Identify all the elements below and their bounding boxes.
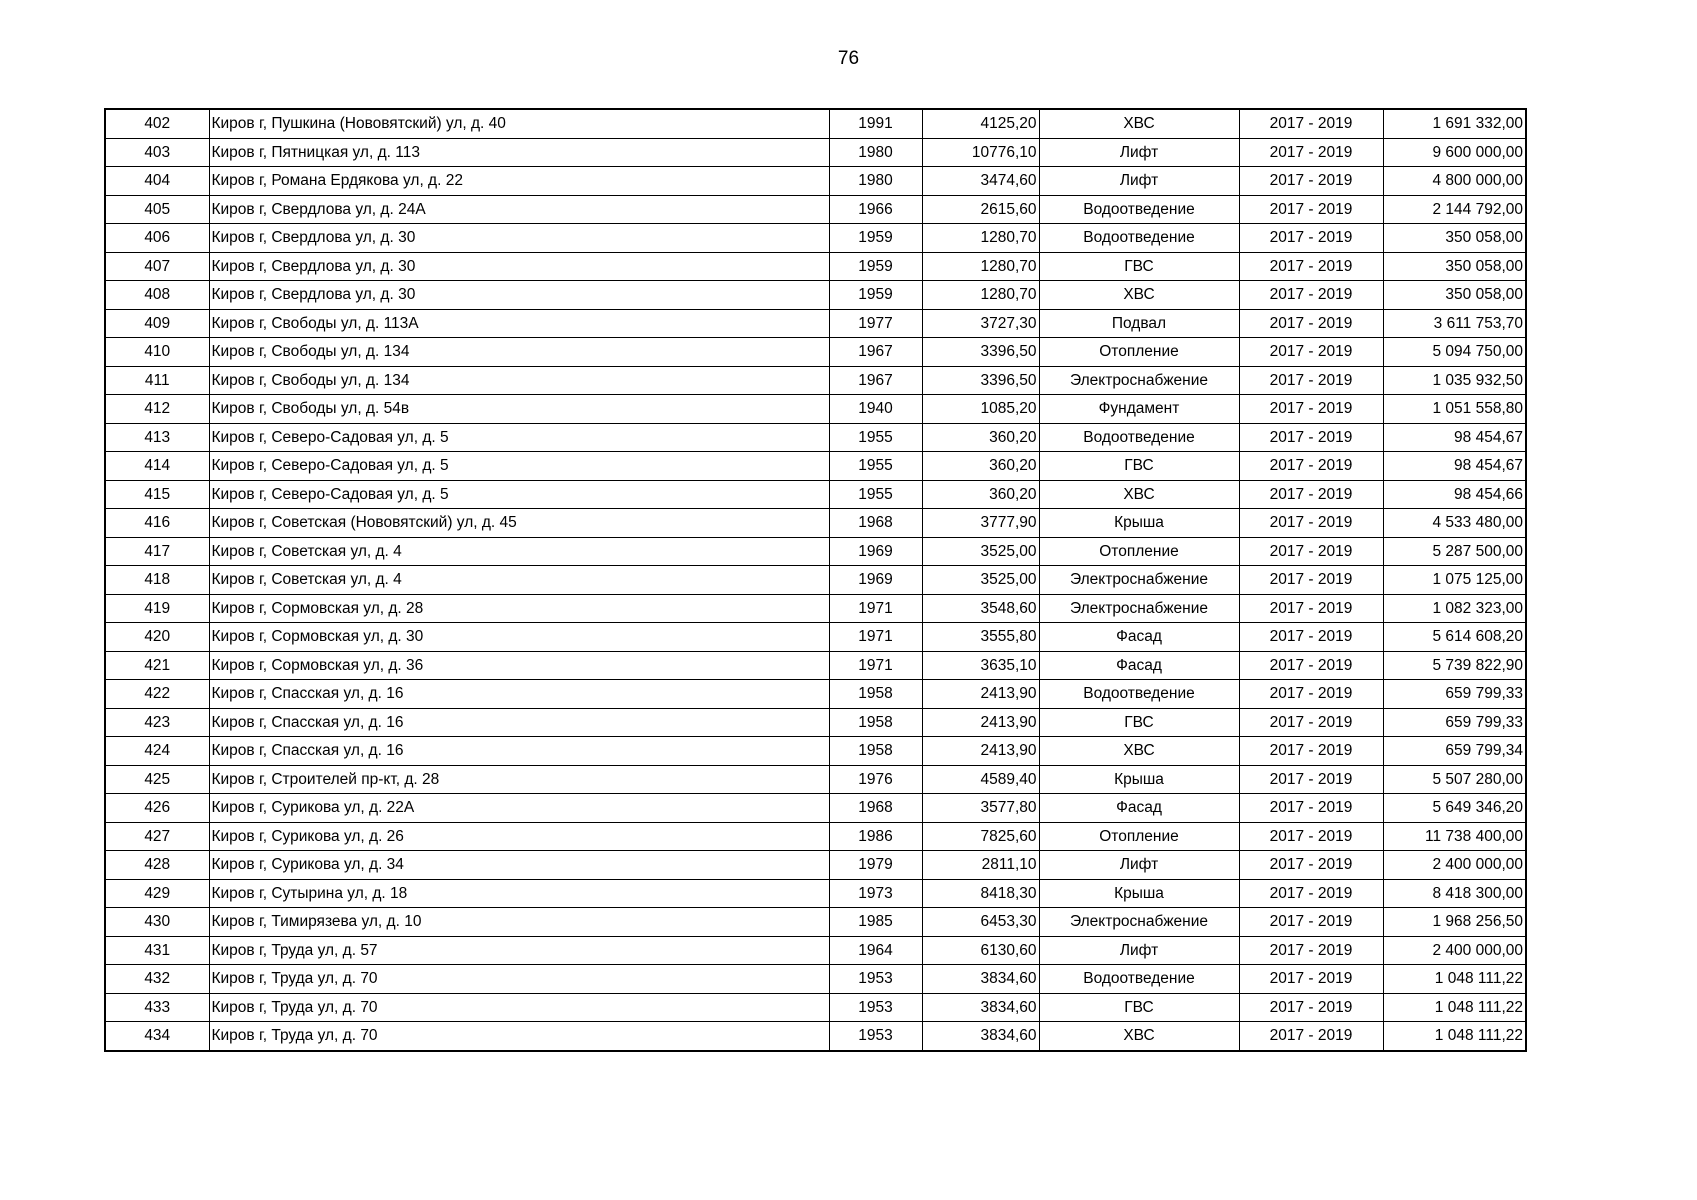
period-cell: 2017 - 2019 [1239, 1022, 1383, 1051]
area-cell: 360,20 [922, 452, 1039, 481]
area-cell: 3727,30 [922, 309, 1039, 338]
period-cell: 2017 - 2019 [1239, 252, 1383, 281]
build-year-cell: 1964 [829, 936, 922, 965]
period-cell: 2017 - 2019 [1239, 965, 1383, 994]
build-year-cell: 1971 [829, 623, 922, 652]
cost-cell: 350 058,00 [1383, 252, 1526, 281]
work-type-cell: Подвал [1039, 309, 1239, 338]
work-type-cell: ХВС [1039, 281, 1239, 310]
table-row [105, 281, 1526, 310]
cost-cell: 2 144 792,00 [1383, 195, 1526, 224]
build-year-cell: 1969 [829, 566, 922, 595]
cost-cell: 98 454,67 [1383, 452, 1526, 481]
build-year-cell: 1967 [829, 338, 922, 367]
cost-cell: 98 454,66 [1383, 480, 1526, 509]
area-cell: 2413,90 [922, 680, 1039, 709]
work-type-cell: Фасад [1039, 623, 1239, 652]
area-cell: 3396,50 [922, 338, 1039, 367]
build-year-cell: 1940 [829, 395, 922, 424]
area-cell: 1280,70 [922, 281, 1039, 310]
work-type-cell: Фасад [1039, 794, 1239, 823]
period-cell: 2017 - 2019 [1239, 908, 1383, 937]
period-cell: 2017 - 2019 [1239, 395, 1383, 424]
cost-cell: 8 418 300,00 [1383, 879, 1526, 908]
work-type-cell: Электроснабжение [1039, 594, 1239, 623]
work-type-cell: ГВС [1039, 993, 1239, 1022]
area-cell: 10776,10 [922, 138, 1039, 167]
area-cell: 6453,30 [922, 908, 1039, 937]
period-cell: 2017 - 2019 [1239, 423, 1383, 452]
work-type-cell: ГВС [1039, 252, 1239, 281]
work-type-cell: Отопление [1039, 822, 1239, 851]
period-cell: 2017 - 2019 [1239, 993, 1383, 1022]
cost-cell: 350 058,00 [1383, 224, 1526, 253]
work-type-cell: Водоотведение [1039, 195, 1239, 224]
row-number-cell: 410 [105, 338, 209, 367]
table-row [105, 452, 1526, 481]
table-row [105, 993, 1526, 1022]
cost-cell: 2 400 000,00 [1383, 936, 1526, 965]
address-cell: Киров г, Труда ул, д. 70 [209, 965, 829, 994]
row-number-cell: 417 [105, 537, 209, 566]
address-cell: Киров г, Спасская ул, д. 16 [209, 708, 829, 737]
row-number-cell: 434 [105, 1022, 209, 1051]
table-row [105, 708, 1526, 737]
area-cell: 4589,40 [922, 765, 1039, 794]
table-row [105, 195, 1526, 224]
cost-cell: 1 075 125,00 [1383, 566, 1526, 595]
table-row [105, 480, 1526, 509]
area-cell: 2811,10 [922, 851, 1039, 880]
address-cell: Киров г, Советская ул, д. 4 [209, 566, 829, 595]
cost-cell: 3 611 753,70 [1383, 309, 1526, 338]
address-cell: Киров г, Тимирязева ул, д. 10 [209, 908, 829, 937]
area-cell: 2615,60 [922, 195, 1039, 224]
table-row [105, 109, 1526, 138]
address-cell: Киров г, Советская (Нововятский) ул, д. 45 [209, 509, 829, 538]
address-cell: Киров г, Спасская ул, д. 16 [209, 737, 829, 766]
cost-cell: 9 600 000,00 [1383, 138, 1526, 167]
period-cell: 2017 - 2019 [1239, 822, 1383, 851]
work-type-cell: ГВС [1039, 452, 1239, 481]
page-number: 76 [837, 48, 860, 69]
address-cell: Киров г, Свердлова ул, д. 30 [209, 224, 829, 253]
build-year-cell: 1985 [829, 908, 922, 937]
address-cell: Киров г, Сормовская ул, д. 30 [209, 623, 829, 652]
row-number-cell: 423 [105, 708, 209, 737]
cost-cell: 5 614 608,20 [1383, 623, 1526, 652]
table-row [105, 737, 1526, 766]
work-type-cell: Водоотведение [1039, 224, 1239, 253]
period-cell: 2017 - 2019 [1239, 651, 1383, 680]
table-row [105, 252, 1526, 281]
table-row [105, 509, 1526, 538]
row-number-cell: 422 [105, 680, 209, 709]
cost-cell: 1 051 558,80 [1383, 395, 1526, 424]
cost-cell: 659 799,34 [1383, 737, 1526, 766]
cost-cell: 1 082 323,00 [1383, 594, 1526, 623]
table-row [105, 822, 1526, 851]
address-cell: Киров г, Сутырина ул, д. 18 [209, 879, 829, 908]
work-type-cell: Лифт [1039, 936, 1239, 965]
work-type-cell: ХВС [1039, 737, 1239, 766]
period-cell: 2017 - 2019 [1239, 737, 1383, 766]
table-row [105, 423, 1526, 452]
row-number-cell: 418 [105, 566, 209, 595]
build-year-cell: 1967 [829, 366, 922, 395]
table-row [105, 138, 1526, 167]
period-cell: 2017 - 2019 [1239, 509, 1383, 538]
build-year-cell: 1953 [829, 965, 922, 994]
table-row [105, 936, 1526, 965]
cost-cell: 1 048 111,22 [1383, 965, 1526, 994]
row-number-cell: 404 [105, 167, 209, 196]
work-type-cell: Электроснабжение [1039, 566, 1239, 595]
build-year-cell: 1955 [829, 452, 922, 481]
row-number-cell: 402 [105, 109, 209, 138]
area-cell: 3577,80 [922, 794, 1039, 823]
work-type-cell: Фасад [1039, 651, 1239, 680]
address-cell: Киров г, Свердлова ул, д. 30 [209, 281, 829, 310]
cost-cell: 659 799,33 [1383, 708, 1526, 737]
row-number-cell: 413 [105, 423, 209, 452]
period-cell: 2017 - 2019 [1239, 480, 1383, 509]
build-year-cell: 1953 [829, 993, 922, 1022]
build-year-cell: 1953 [829, 1022, 922, 1051]
period-cell: 2017 - 2019 [1239, 195, 1383, 224]
work-type-cell: Лифт [1039, 851, 1239, 880]
build-year-cell: 1976 [829, 765, 922, 794]
cost-cell: 1 968 256,50 [1383, 908, 1526, 937]
table-row [105, 167, 1526, 196]
row-number-cell: 407 [105, 252, 209, 281]
work-type-cell: Электроснабжение [1039, 908, 1239, 937]
row-number-cell: 415 [105, 480, 209, 509]
work-type-cell: ХВС [1039, 480, 1239, 509]
cost-cell: 1 035 932,50 [1383, 366, 1526, 395]
build-year-cell: 1986 [829, 822, 922, 851]
period-cell: 2017 - 2019 [1239, 566, 1383, 595]
area-cell: 3834,60 [922, 965, 1039, 994]
row-number-cell: 419 [105, 594, 209, 623]
build-year-cell: 1968 [829, 794, 922, 823]
table-row [105, 651, 1526, 680]
work-type-cell: Отопление [1039, 338, 1239, 367]
period-cell: 2017 - 2019 [1239, 794, 1383, 823]
table-row [105, 879, 1526, 908]
table-row [105, 794, 1526, 823]
table-row [105, 765, 1526, 794]
cost-cell: 11 738 400,00 [1383, 822, 1526, 851]
table-row [105, 908, 1526, 937]
address-cell: Киров г, Сурикова ул, д. 26 [209, 822, 829, 851]
table-row [105, 537, 1526, 566]
cost-cell: 5 649 346,20 [1383, 794, 1526, 823]
row-number-cell: 406 [105, 224, 209, 253]
cost-cell: 659 799,33 [1383, 680, 1526, 709]
table-row [105, 224, 1526, 253]
row-number-cell: 426 [105, 794, 209, 823]
address-cell: Киров г, Сормовская ул, д. 28 [209, 594, 829, 623]
area-cell: 3777,90 [922, 509, 1039, 538]
table-row [105, 366, 1526, 395]
cost-cell: 5 507 280,00 [1383, 765, 1526, 794]
work-type-cell: ХВС [1039, 109, 1239, 138]
build-year-cell: 1969 [829, 537, 922, 566]
cost-cell: 98 454,67 [1383, 423, 1526, 452]
area-cell: 8418,30 [922, 879, 1039, 908]
table-body [105, 109, 1526, 1051]
address-cell: Киров г, Сормовская ул, д. 36 [209, 651, 829, 680]
area-cell: 7825,60 [922, 822, 1039, 851]
area-cell: 6130,60 [922, 936, 1039, 965]
row-number-cell: 412 [105, 395, 209, 424]
table-row [105, 851, 1526, 880]
work-type-cell: Лифт [1039, 167, 1239, 196]
work-type-cell: Крыша [1039, 765, 1239, 794]
work-type-cell: Электроснабжение [1039, 366, 1239, 395]
period-cell: 2017 - 2019 [1239, 338, 1383, 367]
area-cell: 3396,50 [922, 366, 1039, 395]
address-cell: Киров г, Спасская ул, д. 16 [209, 680, 829, 709]
address-cell: Киров г, Романа Ердякова ул, д. 22 [209, 167, 829, 196]
table-row [105, 623, 1526, 652]
cost-cell: 1 048 111,22 [1383, 1022, 1526, 1051]
period-cell: 2017 - 2019 [1239, 680, 1383, 709]
period-cell: 2017 - 2019 [1239, 879, 1383, 908]
row-number-cell: 430 [105, 908, 209, 937]
work-type-cell: ХВС [1039, 1022, 1239, 1051]
work-type-cell: Отопление [1039, 537, 1239, 566]
area-cell: 3555,80 [922, 623, 1039, 652]
build-year-cell: 1959 [829, 252, 922, 281]
row-number-cell: 431 [105, 936, 209, 965]
cost-cell: 350 058,00 [1383, 281, 1526, 310]
period-cell: 2017 - 2019 [1239, 623, 1383, 652]
table-row [105, 594, 1526, 623]
period-cell: 2017 - 2019 [1239, 936, 1383, 965]
cost-cell: 4 533 480,00 [1383, 509, 1526, 538]
period-cell: 2017 - 2019 [1239, 765, 1383, 794]
work-type-cell: Крыша [1039, 509, 1239, 538]
work-type-cell: Фундамент [1039, 395, 1239, 424]
address-cell: Киров г, Строителей пр-кт, д. 28 [209, 765, 829, 794]
build-year-cell: 1955 [829, 423, 922, 452]
address-cell: Киров г, Свободы ул, д. 134 [209, 366, 829, 395]
area-cell: 360,20 [922, 480, 1039, 509]
row-number-cell: 408 [105, 281, 209, 310]
build-year-cell: 1966 [829, 195, 922, 224]
table-row [105, 965, 1526, 994]
build-year-cell: 1977 [829, 309, 922, 338]
table-row [105, 338, 1526, 367]
row-number-cell: 421 [105, 651, 209, 680]
address-cell: Киров г, Советская ул, д. 4 [209, 537, 829, 566]
area-cell: 3474,60 [922, 167, 1039, 196]
row-number-cell: 409 [105, 309, 209, 338]
address-cell: Киров г, Пятницкая ул, д. 113 [209, 138, 829, 167]
period-cell: 2017 - 2019 [1239, 708, 1383, 737]
area-cell: 2413,90 [922, 737, 1039, 766]
build-year-cell: 1955 [829, 480, 922, 509]
row-number-cell: 427 [105, 822, 209, 851]
build-year-cell: 1958 [829, 680, 922, 709]
row-number-cell: 420 [105, 623, 209, 652]
cost-cell: 4 800 000,00 [1383, 167, 1526, 196]
address-cell: Киров г, Труда ул, д. 70 [209, 1022, 829, 1051]
period-cell: 2017 - 2019 [1239, 224, 1383, 253]
build-year-cell: 1979 [829, 851, 922, 880]
work-type-cell: Водоотведение [1039, 680, 1239, 709]
table-row [105, 395, 1526, 424]
area-cell: 3525,00 [922, 566, 1039, 595]
period-cell: 2017 - 2019 [1239, 309, 1383, 338]
area-cell: 1280,70 [922, 224, 1039, 253]
build-year-cell: 1991 [829, 109, 922, 138]
address-cell: Киров г, Северо-Садовая ул, д. 5 [209, 423, 829, 452]
address-cell: Киров г, Северо-Садовая ул, д. 5 [209, 480, 829, 509]
row-number-cell: 405 [105, 195, 209, 224]
row-number-cell: 429 [105, 879, 209, 908]
period-cell: 2017 - 2019 [1239, 167, 1383, 196]
build-year-cell: 1958 [829, 737, 922, 766]
row-number-cell: 433 [105, 993, 209, 1022]
cost-cell: 5 739 822,90 [1383, 651, 1526, 680]
build-year-cell: 1980 [829, 167, 922, 196]
table-row [105, 1022, 1526, 1051]
area-cell: 3525,00 [922, 537, 1039, 566]
address-cell: Киров г, Северо-Садовая ул, д. 5 [209, 452, 829, 481]
cost-cell: 1 691 332,00 [1383, 109, 1526, 138]
area-cell: 1280,70 [922, 252, 1039, 281]
area-cell: 360,20 [922, 423, 1039, 452]
area-cell: 3548,60 [922, 594, 1039, 623]
period-cell: 2017 - 2019 [1239, 109, 1383, 138]
work-type-cell: Крыша [1039, 879, 1239, 908]
cost-cell: 5 094 750,00 [1383, 338, 1526, 367]
period-cell: 2017 - 2019 [1239, 138, 1383, 167]
build-year-cell: 1973 [829, 879, 922, 908]
row-number-cell: 428 [105, 851, 209, 880]
cost-cell: 1 048 111,22 [1383, 993, 1526, 1022]
build-year-cell: 1971 [829, 651, 922, 680]
row-number-cell: 424 [105, 737, 209, 766]
work-type-cell: ГВС [1039, 708, 1239, 737]
row-number-cell: 425 [105, 765, 209, 794]
build-year-cell: 1980 [829, 138, 922, 167]
work-type-cell: Водоотведение [1039, 965, 1239, 994]
cost-cell: 2 400 000,00 [1383, 851, 1526, 880]
build-year-cell: 1959 [829, 224, 922, 253]
repair-program-table [104, 108, 1527, 1052]
area-cell: 3635,10 [922, 651, 1039, 680]
address-cell: Киров г, Свердлова ул, д. 30 [209, 252, 829, 281]
address-cell: Киров г, Сурикова ул, д. 34 [209, 851, 829, 880]
period-cell: 2017 - 2019 [1239, 594, 1383, 623]
row-number-cell: 432 [105, 965, 209, 994]
area-cell: 2413,90 [922, 708, 1039, 737]
address-cell: Киров г, Сурикова ул, д. 22А [209, 794, 829, 823]
area-cell: 3834,60 [922, 1022, 1039, 1051]
row-number-cell: 403 [105, 138, 209, 167]
area-cell: 4125,20 [922, 109, 1039, 138]
build-year-cell: 1971 [829, 594, 922, 623]
cost-cell: 5 287 500,00 [1383, 537, 1526, 566]
address-cell: Киров г, Труда ул, д. 57 [209, 936, 829, 965]
work-type-cell: Лифт [1039, 138, 1239, 167]
period-cell: 2017 - 2019 [1239, 452, 1383, 481]
period-cell: 2017 - 2019 [1239, 851, 1383, 880]
address-cell: Киров г, Пушкина (Нововятский) ул, д. 40 [209, 109, 829, 138]
table-row [105, 566, 1526, 595]
address-cell: Киров г, Свободы ул, д. 134 [209, 338, 829, 367]
area-cell: 3834,60 [922, 993, 1039, 1022]
row-number-cell: 416 [105, 509, 209, 538]
address-cell: Киров г, Свердлова ул, д. 24А [209, 195, 829, 224]
table-row [105, 680, 1526, 709]
address-cell: Киров г, Труда ул, д. 70 [209, 993, 829, 1022]
address-cell: Киров г, Свободы ул, д. 113А [209, 309, 829, 338]
period-cell: 2017 - 2019 [1239, 281, 1383, 310]
build-year-cell: 1958 [829, 708, 922, 737]
build-year-cell: 1968 [829, 509, 922, 538]
build-year-cell: 1959 [829, 281, 922, 310]
area-cell: 1085,20 [922, 395, 1039, 424]
table-row [105, 309, 1526, 338]
address-cell: Киров г, Свободы ул, д. 54в [209, 395, 829, 424]
period-cell: 2017 - 2019 [1239, 537, 1383, 566]
row-number-cell: 411 [105, 366, 209, 395]
period-cell: 2017 - 2019 [1239, 366, 1383, 395]
row-number-cell: 414 [105, 452, 209, 481]
work-type-cell: Водоотведение [1039, 423, 1239, 452]
